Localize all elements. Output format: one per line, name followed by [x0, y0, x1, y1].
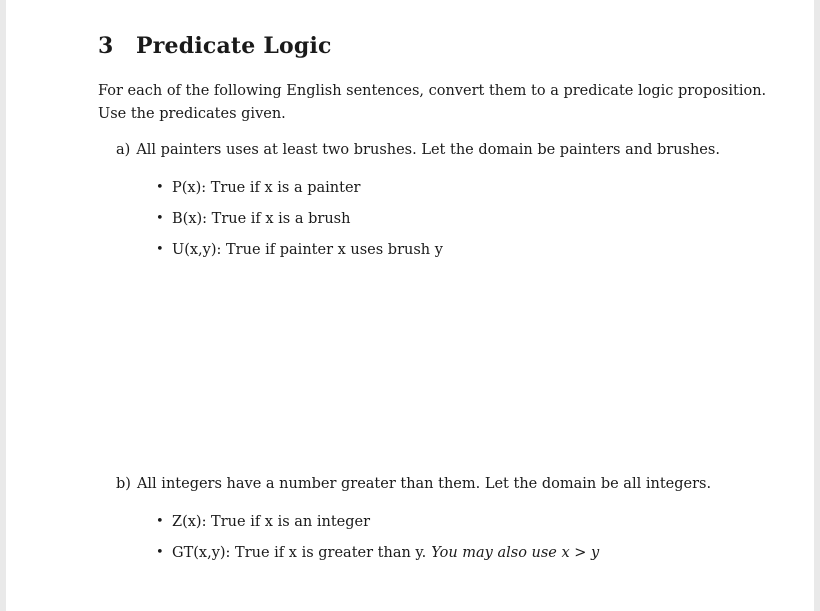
part-a-predicate-list	[156, 178, 443, 271]
bullet-icon: •	[156, 180, 164, 195]
predicate-text: U(x,y): True if painter x uses brush y	[172, 242, 443, 258]
intro-paragraph	[98, 80, 767, 126]
predicate-item	[156, 240, 443, 271]
section-title: Predicate Logic	[136, 33, 332, 59]
predicate-item	[156, 178, 443, 209]
bullet-icon: •	[156, 211, 164, 226]
part-a-text: All painters uses at least two brushes. Let the domain be painters and brushes.	[136, 142, 720, 158]
part-b-marker: b)	[116, 476, 131, 492]
section-number: 3	[98, 33, 114, 59]
predicate-text: B(x): True if x is a brush	[172, 211, 351, 227]
part-b-text: All integers have a number greater than them. Let the domain be all integers.	[136, 476, 712, 492]
question-part-b	[116, 476, 711, 492]
bullet-icon: •	[156, 514, 164, 529]
bullet-icon: •	[156, 545, 164, 560]
part-a-marker: a)	[116, 142, 131, 158]
section-heading	[98, 33, 332, 59]
document-page	[6, 0, 814, 611]
predicate-item	[156, 209, 443, 240]
predicate-main-text: GT(x,y): True if x is greater than y.	[172, 545, 427, 561]
predicate-text	[172, 543, 599, 563]
predicate-text: P(x): True if x is a painter	[172, 180, 361, 196]
predicate-note: You may also use x > y	[431, 545, 600, 561]
question-part-a	[116, 142, 720, 158]
part-b-predicate-list	[156, 512, 599, 574]
intro-line-1: For each of the following English sentences, convert them to a predicate logic proposition.	[98, 83, 767, 99]
predicate-item	[156, 512, 599, 543]
intro-line-2: Use the predicates given.	[98, 106, 286, 122]
predicate-item	[156, 543, 599, 574]
predicate-text: Z(x): True if x is an integer	[172, 514, 371, 530]
bullet-icon: •	[156, 242, 164, 257]
